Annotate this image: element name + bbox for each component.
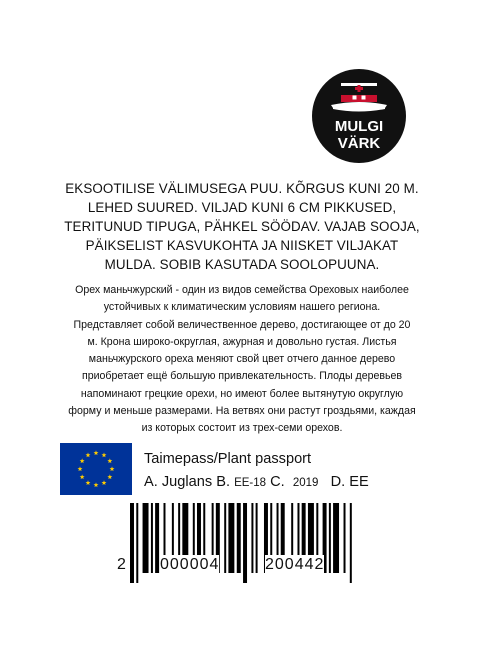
passport-b-label: B. (216, 474, 231, 490)
description-et-line: PÄIKSELIST KASVUKOHTA JA NIISKET VILJAKAT (85, 238, 399, 253)
description-estonian (40, 179, 444, 274)
barcode-lead-digit: 2 (117, 556, 127, 573)
description-russian (50, 282, 434, 438)
barcode-bar (136, 503, 138, 583)
plant-passport-details (144, 473, 369, 492)
passport-b-value: EE-18 (234, 477, 267, 489)
passport-c-value: 2019 (292, 477, 319, 489)
logo-brand-line2: VÄRK (337, 135, 381, 152)
passport-d-value: EE (349, 474, 369, 490)
barcode-bar (237, 503, 241, 573)
eu-flag-icon (60, 443, 132, 495)
passport-c-label: C. (270, 474, 285, 490)
passport-d-label: D. (330, 474, 346, 490)
barcode-group-2: 200442 (265, 556, 325, 573)
description-ru-line: напоминают грецкие орехи, но имеют более вытянутую округлую (80, 387, 404, 400)
description-ru-line: Представляет собой величественное дерево, достигающее от до 20 (73, 318, 411, 331)
barcode-bar (350, 503, 352, 583)
description-et-line: MULDA. SOBIB KASUTADA SOOLOPUUNA. (104, 257, 380, 272)
barcode-bar (344, 503, 346, 573)
passport-a-value: Juglans (161, 474, 213, 490)
barcode-bar (155, 503, 159, 573)
description-ru-line: устойчивых к климатическим условиям нашего региона. (103, 301, 381, 314)
barcode-bar (329, 503, 331, 573)
logo-hat-icon (311, 68, 407, 164)
barcode-bar (151, 503, 153, 573)
logo-brand-line1: MULGI (334, 118, 384, 135)
passport-a-label: A. (144, 474, 158, 490)
barcode-bar (224, 503, 226, 573)
description-ru-line: маньчжурского ореха меняют свой цвет отчего данное дерево (88, 353, 396, 366)
barcode-bar (130, 503, 134, 583)
barcode-bar (256, 503, 258, 573)
mulgi-vark-logo (311, 68, 407, 164)
barcode-group-1: 000004 (160, 556, 220, 573)
description-ru-line: приобретает ещё большую привлекательность. Плоды деревьев (81, 370, 403, 383)
description-et-line: EKSOOTILISE VÄLIMUSEGA PUU. KÕRGUS KUNI 20 M. (65, 181, 419, 196)
description-et-line: LEHED SUURED. VILJAD KUNI 6 CM PIKKUSED, (87, 200, 397, 215)
barcode-bar (143, 503, 149, 573)
description-ru-line: м. Крона широко-округлая, ажурная и довольно густая. Листья (87, 335, 397, 348)
barcode-bar (243, 503, 247, 583)
description-et-line: TERITUNUD TIPUGA, PÄHKEL SÖÖDAV. VAJAB SOOJA, (64, 219, 420, 234)
description-ru-line: Орех маньчжурский - один из видов семейства Ореховых наиболее (75, 284, 409, 296)
description-ru-line: форму и меньше размерами. На ветвях они растут гроздьями, каждая (68, 405, 416, 418)
barcode-bar (251, 503, 253, 573)
barcode-bar (333, 503, 339, 573)
barcode-bar (228, 503, 234, 573)
description-ru-line: из которых состоит из трех-семи орехов. (141, 422, 343, 435)
plant-passport-title: Taimepass/Plant passport (144, 451, 312, 467)
